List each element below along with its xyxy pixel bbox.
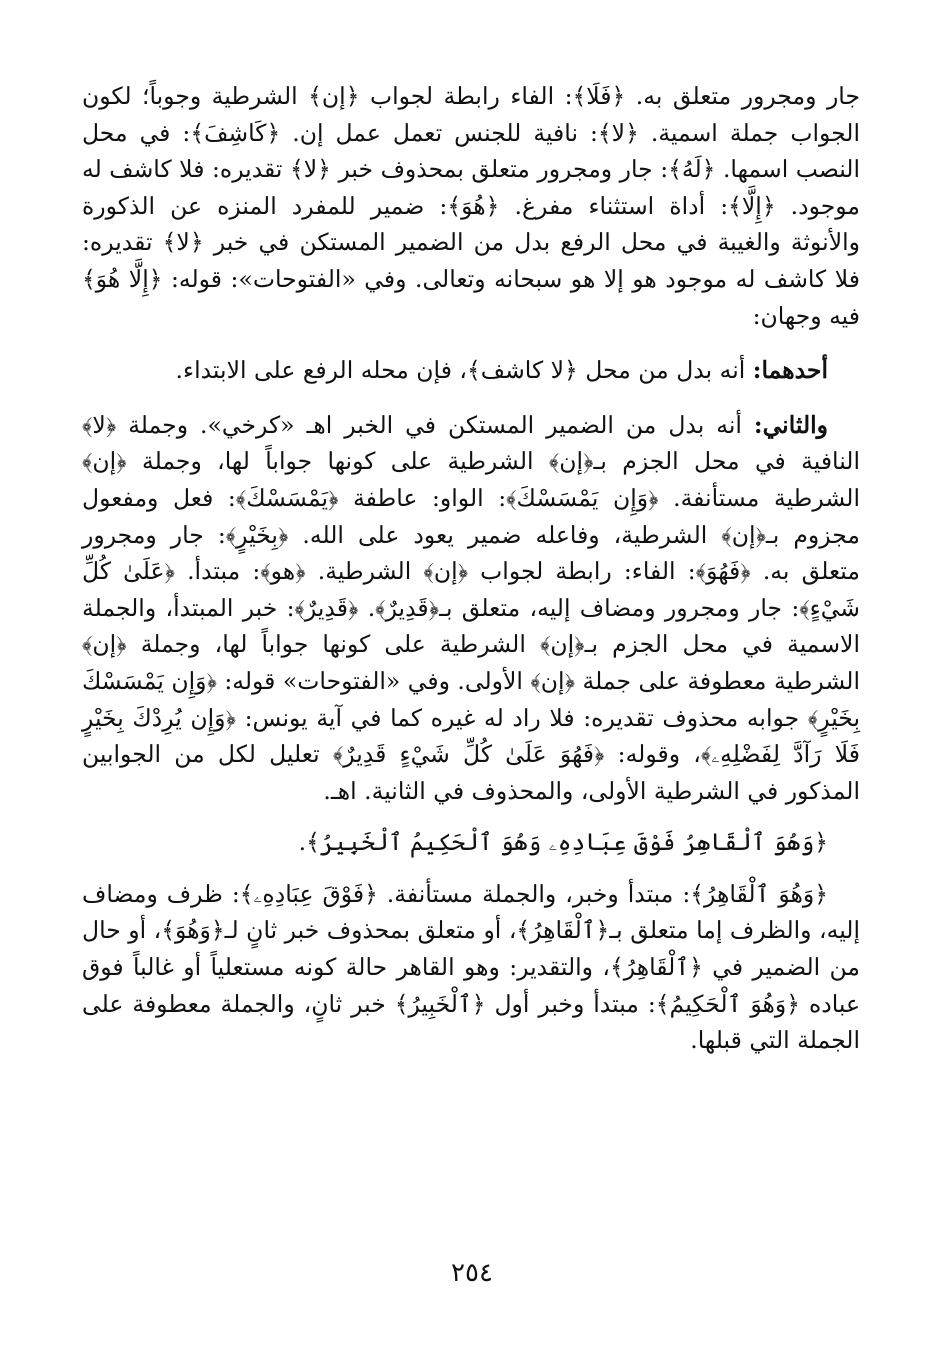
paragraph-5 (82, 876, 860, 1059)
paragraph-3-lead: والثاني: (753, 410, 828, 439)
verse-heading-text: ﴿وَهُوَ ٱلْقَاهِرُ فَوْقَ عِبَادِهِۦ وَهُوَ ٱلْحَكِيمُ ٱلْخَبِيرُ﴾. (298, 828, 828, 857)
paragraph-1 (82, 78, 860, 334)
paragraph-1-text: جار ومجرور متعلق به. ﴿فَلَا﴾: الفاء رابطة لجواب ﴿إن﴾ الشرطية وجوباً؛ لكون الجواب جملة اسمية. ﴿لا﴾: نافية للجنس تعمل عمل إن. ﴿كَاشِفَ﴾: في محل النصب اسمها. ﴿لَهُ﴾: جار ومجرور متعلق بمحذوف خبر ﴿لا﴾ تقديره: فلا كاشف له موجود. ﴿إِلَّا﴾: أداة استثناء مفرغ. ﴿هُوَ﴾: ضمير للمفرد المنزه عن الذكورة والأنوثة والغيبة في محل الرفع بدل من الضمير المستكن في خبر ﴿لا﴾ تقديره: فلا كاشف له موجود هو إلا هو سبحانه وتعالى. وفي «الفتوحات»: قوله: ﴿إِلَّا هُوَ﴾ فيه وجهان: (82, 82, 860, 330)
paragraph-5-text: ﴿وَهُوَ ٱلْقَاهِرُ﴾: مبتدأ وخبر، والجملة مستأنفة. ﴿فَوْقَ عِبَادِهِۦ﴾: ظرف ومضاف إليه، والظرف إما متعلق بـ﴿ٱلْقَاهِرُ﴾، أو متعلق بمحذوف خبر ثانٍ لـ﴿وَهُوَ﴾، أو حال من الضمير في ﴿ٱلْقَاهِرُ﴾، والتقدير: وهو القاهر حالة كونه مستعلياً أو غالباً فوق عباده ﴿وَهُوَ ٱلْحَكِيمُ﴾: مبتدأ وخبر أول ﴿ٱلْخَبِيرُ﴾ خبر ثانٍ، والجملة معطوفة على الجملة التي قبلها. (82, 879, 860, 1055)
verse-heading (82, 824, 860, 861)
paragraph-3-text: أنه بدل من الضمير المستكن في الخبر اهـ «كرخي». وجملة ﴿لا﴾ النافية في محل الجزم بـ﴿إن﴾ الشرطية على كونها جواباً لها، وجملة ﴿إن﴾ الشرطية مستأنفة. ﴿وَإِن يَمْسَسْكَ﴾: الواو: عاطفة ﴿يَمْسَسْكَ﴾: فعل ومفعول مجزوم بـ﴿إن﴾ الشرطية، وفاعله ضمير يعود على الله. ﴿بِخَيْرٍ﴾: جار ومجرور متعلق به. ﴿فَهُوَ﴾: الفاء: رابطة لجواب ﴿إن﴾ الشرطية. ﴿هو﴾: مبتدأ. ﴿عَلَىٰ كُلِّ شَيْءٍ﴾: جار ومجرور ومضاف إليه، متعلق بـ﴿قَدِيرٌ﴾. ﴿قَدِيرٌ﴾: خبر المبتدأ، والجملة الاسمية في محل الجزم بـ﴿إن﴾ الشرطية على كونها جواباً لها، وجملة ﴿إن﴾ الشرطية معطوفة على جملة ﴿إن﴾ الأولى. وفي «الفتوحات» قوله: ﴿وَإِن يَمْسَسْكَ بِخَيْرٍ﴾ جوابه محذوف تقديره: فلا راد له غيره كما في آية يونس: ﴿وَإِن يُرِدْكَ بِخَيْرٍ فَلَا رَآدَّ لِفَضْلِهِۦ﴾، وقوله: ﴿فَهُوَ عَلَىٰ كُلِّ شَيْءٍ قَدِيرٌ﴾ تعليل لكل من الجوابين المذكور في الشرطية الأولى، والمحذوف في الثانية. اهـ. (82, 410, 860, 805)
paragraph-3 (82, 407, 860, 810)
page-number: ٢٥٤ (451, 1258, 493, 1288)
paragraph-2-text: أنه بدل من محل ﴿لا كاشف﴾، فإن محله الرفع على الابتداء. (175, 356, 753, 385)
paragraph-2-lead: أحدهما: (752, 356, 828, 385)
paragraph-2 (82, 352, 860, 389)
